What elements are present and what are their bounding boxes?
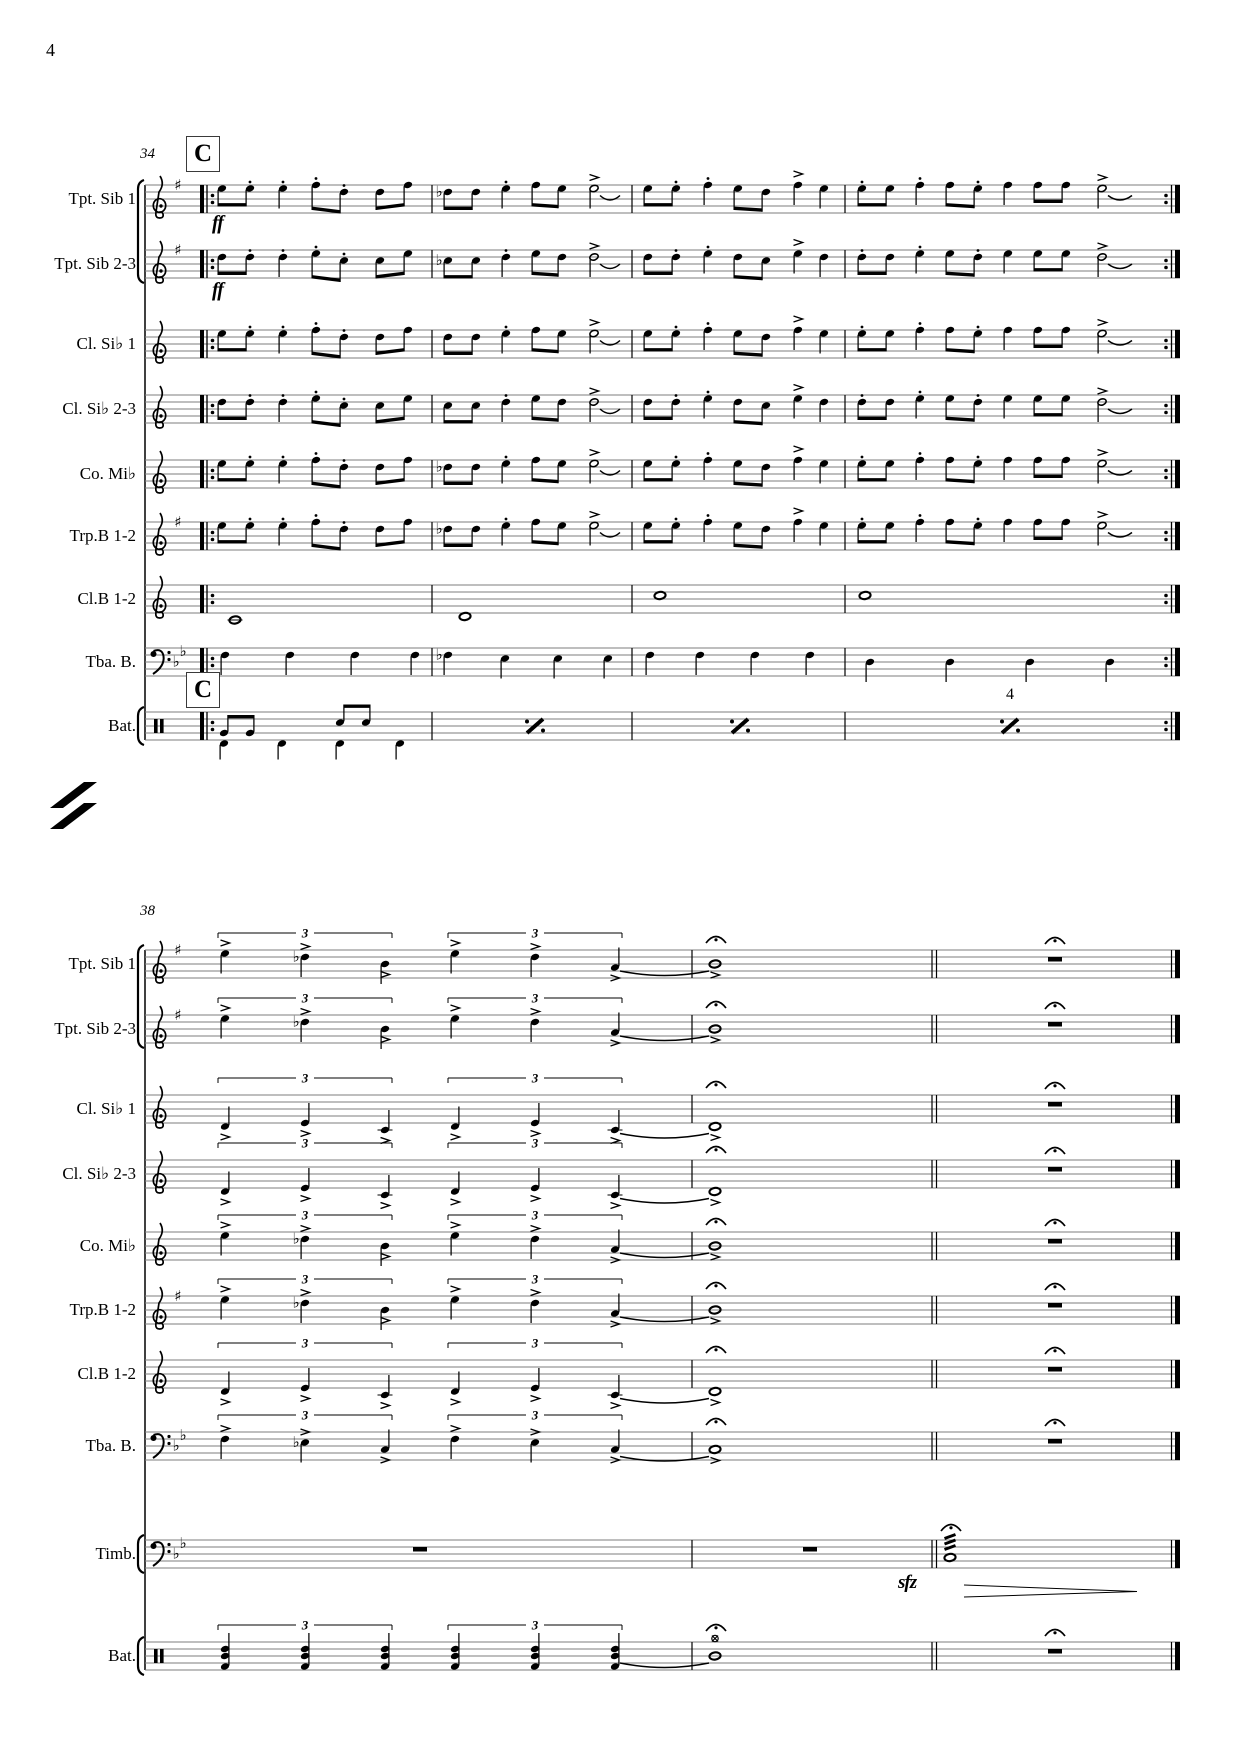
measure-number-34: 34 bbox=[140, 146, 155, 162]
svg-text:♯: ♯ bbox=[174, 1287, 182, 1305]
svg-text:♭: ♭ bbox=[292, 947, 300, 966]
instrument-label-cl-b-1-2-s2: Cl.B 1-2 bbox=[77, 1364, 136, 1383]
system-1 bbox=[138, 171, 1180, 760]
instrument-label-tpt-sib-1-s2: Tpt. Sib 1 bbox=[68, 954, 136, 973]
svg-text:♯: ♯ bbox=[174, 176, 182, 194]
svg-text:3: 3 bbox=[531, 1407, 539, 1423]
svg-text:♭: ♭ bbox=[179, 642, 187, 660]
s2-staff-4 bbox=[145, 1208, 1180, 1267]
svg-text:3: 3 bbox=[301, 1617, 309, 1633]
s1-staff-1 bbox=[145, 240, 1180, 284]
svg-text:3: 3 bbox=[301, 1335, 309, 1351]
svg-text:3: 3 bbox=[531, 1135, 539, 1151]
svg-text:♭: ♭ bbox=[172, 1544, 180, 1563]
s1-staff-7 bbox=[145, 642, 1180, 682]
s2-staff-3 bbox=[145, 1136, 1180, 1209]
svg-text:♯: ♯ bbox=[174, 241, 182, 259]
s1-staff-0 bbox=[145, 171, 1180, 218]
svg-text:♭: ♭ bbox=[172, 652, 180, 671]
svg-text:3: 3 bbox=[531, 1271, 539, 1287]
instrument-label-tba-b-s2: Tba. B. bbox=[85, 1436, 136, 1455]
s1-staff-2 bbox=[145, 316, 1180, 363]
instrument-label-tpt-sib-1-s1: Tpt. Sib 1 bbox=[68, 189, 136, 208]
dynamic-sfz-timb: sfz bbox=[898, 1572, 917, 1593]
svg-text:♭: ♭ bbox=[179, 1426, 187, 1444]
page-number: 4 bbox=[46, 40, 55, 60]
instrument-label-cl-b-1-2-s1: Cl.B 1-2 bbox=[77, 589, 136, 608]
s2-staff-6 bbox=[145, 1336, 1180, 1409]
svg-text:♭: ♭ bbox=[292, 1012, 300, 1031]
instrument-label-cl-sib-1-s2: Cl. Si♭ 1 bbox=[76, 1099, 136, 1118]
svg-text:♯: ♯ bbox=[174, 1006, 182, 1024]
svg-text:3: 3 bbox=[531, 1207, 539, 1223]
s2-staff-7 bbox=[145, 1408, 1180, 1464]
svg-text:3: 3 bbox=[531, 1335, 539, 1351]
svg-text:3: 3 bbox=[301, 990, 309, 1006]
multirest-count: 4 bbox=[1006, 686, 1014, 703]
s1-staff-4 bbox=[145, 446, 1180, 493]
svg-text:♭: ♭ bbox=[172, 1436, 180, 1455]
svg-text:3: 3 bbox=[531, 990, 539, 1006]
s2-staff-0 bbox=[145, 926, 1180, 985]
instrument-label-cl-sib-2-3-s2: Cl. Si♭ 2-3 bbox=[62, 1164, 136, 1183]
s2-staff-2 bbox=[145, 1071, 1180, 1144]
svg-text:♯: ♯ bbox=[174, 513, 182, 531]
s1-staff-6 bbox=[145, 576, 1180, 624]
s1-staff-5 bbox=[145, 508, 1180, 555]
instrument-label-timb-s2: Timb. bbox=[95, 1544, 136, 1563]
dynamic-ff-tpt1: ff bbox=[212, 212, 223, 234]
s2-staff-1 bbox=[145, 991, 1180, 1050]
svg-text:3: 3 bbox=[531, 1617, 539, 1633]
instrument-label-bat-s1: Bat. bbox=[108, 716, 136, 735]
svg-text:3: 3 bbox=[301, 1271, 309, 1287]
svg-text:3: 3 bbox=[301, 1407, 309, 1423]
s1-staff-8 bbox=[145, 705, 1180, 760]
instrument-label-cl-sib-1-s1: Cl. Si♭ 1 bbox=[76, 334, 136, 353]
svg-text:♯: ♯ bbox=[174, 941, 182, 959]
svg-text:♭: ♭ bbox=[292, 1229, 300, 1248]
svg-text:♭: ♭ bbox=[435, 251, 443, 269]
measure-number-38: 38 bbox=[140, 903, 155, 919]
system-2 bbox=[138, 926, 1180, 1676]
svg-text:3: 3 bbox=[301, 1207, 309, 1223]
s2-staff-5 bbox=[145, 1272, 1180, 1331]
system-break-slashes bbox=[50, 782, 97, 829]
instrument-label-trp-b-1-2-s1: Trp.B 1-2 bbox=[69, 526, 136, 545]
instrument-label-trp-b-1-2-s2: Trp.B 1-2 bbox=[69, 1300, 136, 1319]
dynamic-ff-tpt23: ff bbox=[212, 279, 223, 301]
instrument-label-cl-sib-2-3-s1: Cl. Si♭ 2-3 bbox=[62, 399, 136, 418]
svg-text:3: 3 bbox=[301, 1070, 309, 1086]
instrument-label-co-mib-s2: Co. Mi♭ bbox=[79, 1236, 136, 1255]
svg-text:3: 3 bbox=[531, 925, 539, 941]
instrument-label-tpt-sib-2-3-s2: Tpt. Sib 2-3 bbox=[54, 1019, 136, 1038]
svg-text:♭: ♭ bbox=[179, 1534, 187, 1552]
svg-text:♭: ♭ bbox=[435, 182, 443, 201]
svg-text:♭: ♭ bbox=[435, 645, 443, 664]
instrument-label-tpt-sib-2-3-s1: Tpt. Sib 2-3 bbox=[54, 254, 136, 273]
rehearsal-mark-c-bat: C bbox=[186, 672, 220, 708]
svg-text:♭: ♭ bbox=[435, 457, 443, 476]
svg-text:3: 3 bbox=[301, 1135, 309, 1151]
s2-staff-8 bbox=[145, 1525, 1180, 1598]
svg-text:3: 3 bbox=[531, 1070, 539, 1086]
instrument-label-co-mib-s1: Co. Mi♭ bbox=[79, 464, 136, 483]
svg-text:♭: ♭ bbox=[292, 1433, 300, 1451]
svg-text:♭: ♭ bbox=[292, 1293, 300, 1312]
instrument-label-bat-s2: Bat. bbox=[108, 1646, 136, 1665]
instrument-label-tba-b-s1: Tba. B. bbox=[85, 652, 136, 671]
svg-text:3: 3 bbox=[301, 925, 309, 941]
rehearsal-mark-c-top: C bbox=[186, 136, 220, 172]
s1-staff-3 bbox=[145, 385, 1180, 429]
s2-staff-9 bbox=[145, 1618, 1180, 1671]
svg-text:♭: ♭ bbox=[435, 519, 443, 538]
